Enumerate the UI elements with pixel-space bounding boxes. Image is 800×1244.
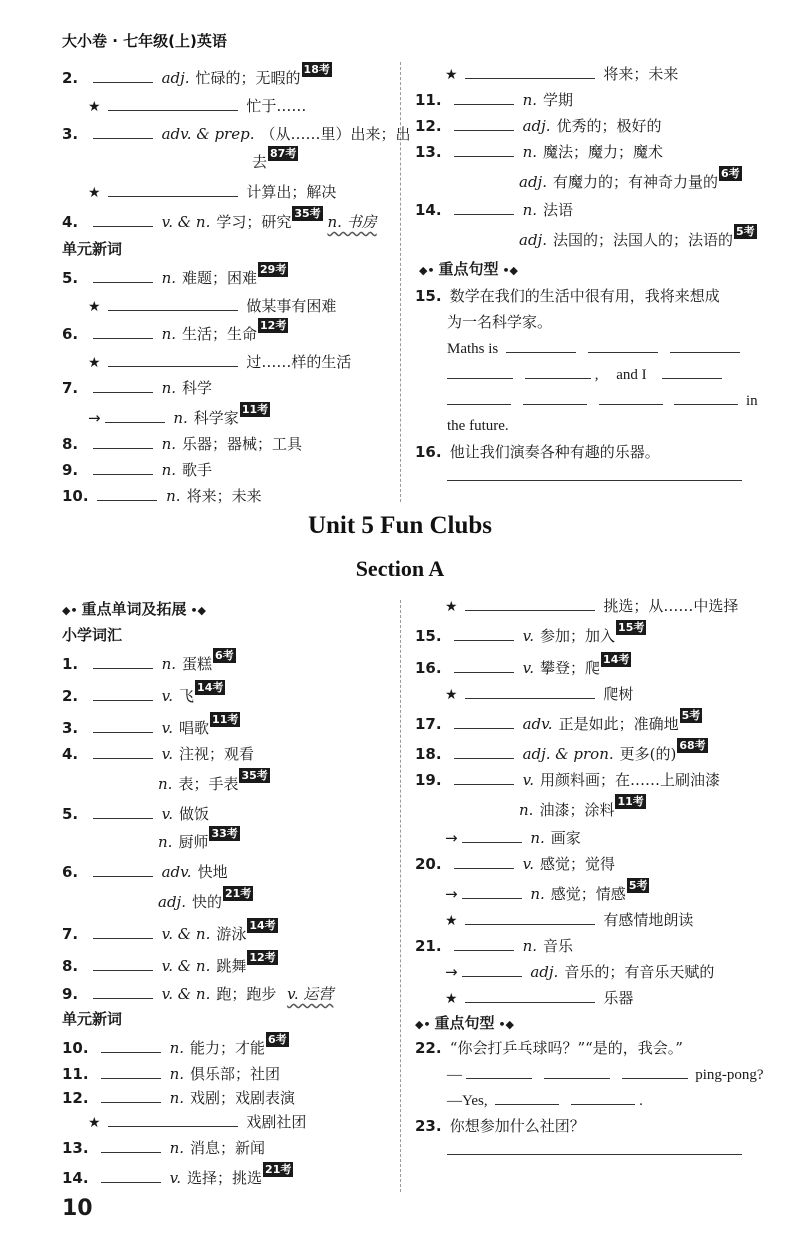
word-item-18: 18. adj. & pron. 更多(的) 68考 bbox=[415, 739, 706, 763]
answer-blank[interactable] bbox=[101, 1038, 161, 1053]
arrow-icon: → bbox=[445, 963, 458, 981]
vocab-item-3: 3. adv. & prep. （从……里）出来；出 bbox=[62, 125, 411, 143]
answer-blank[interactable] bbox=[454, 90, 514, 105]
exam-frequency-badge: 15考 bbox=[618, 621, 645, 634]
answer-blank[interactable] bbox=[93, 924, 153, 939]
vocab-item-14: 14. n. 法语 bbox=[415, 201, 574, 219]
answer-blank[interactable] bbox=[93, 718, 153, 733]
vocab-item-7: 7. n. 科学 bbox=[62, 379, 213, 397]
word-item-9: 9. v. & n. 跑；跑步 v. 运营 bbox=[62, 985, 334, 1003]
answer-blank[interactable] bbox=[108, 182, 238, 197]
exam-frequency-badge: 21考 bbox=[265, 1163, 292, 1176]
answer-blank[interactable] bbox=[465, 988, 595, 1003]
arrow-icon: → bbox=[445, 885, 458, 903]
key-words-heading: ◆• 重点单词及拓展 •◆ bbox=[62, 600, 207, 618]
unit-title: Unit 5 Fun Clubs bbox=[307, 512, 493, 539]
phrase-item: ★ 计算出；解决 bbox=[88, 183, 337, 201]
answer-blank[interactable] bbox=[454, 116, 514, 131]
answer-blank[interactable] bbox=[93, 862, 153, 877]
vocab-item-10: 10. n. 将来；未来 bbox=[62, 487, 262, 505]
star-icon: ★ bbox=[445, 687, 458, 703]
answer-blank[interactable] bbox=[93, 984, 153, 999]
answer-blank[interactable] bbox=[599, 390, 663, 405]
phrase-item: ★ 乐器 bbox=[445, 989, 634, 1007]
answer-blank[interactable] bbox=[523, 390, 587, 405]
phrase-item: ★ 挑选；从……中选择 bbox=[445, 597, 739, 615]
vocab-item-13-adj: adj. 有魔力的；有神奇力量的 6考 bbox=[519, 167, 740, 191]
answer-blank[interactable] bbox=[93, 686, 153, 701]
answer-blank[interactable] bbox=[454, 854, 514, 869]
derived-word: → n. 感觉；情感 5考 bbox=[445, 879, 648, 903]
answer-blank[interactable] bbox=[454, 142, 514, 157]
phrase-item: ★ 有感情地朗读 bbox=[445, 911, 694, 929]
exam-frequency-badge: 5考 bbox=[681, 709, 701, 722]
vocab-item-12: 12. adj. 优秀的；极好的 bbox=[415, 117, 662, 135]
exam-frequency-badge: 11考 bbox=[212, 713, 239, 726]
derived-word: → n. 画家 bbox=[445, 829, 581, 847]
exam-frequency-badge: 33考 bbox=[211, 827, 238, 840]
answer-blank[interactable] bbox=[93, 378, 153, 393]
word-item-4: 4. v. 注视；观看 bbox=[62, 745, 255, 763]
translation-line bbox=[447, 466, 746, 486]
answer-blank[interactable] bbox=[465, 596, 595, 611]
answer-blank[interactable] bbox=[622, 1064, 688, 1079]
star-icon: ★ bbox=[88, 355, 101, 371]
word-item-19: 19. v. 用颜料画；在……上刷油漆 bbox=[415, 771, 721, 789]
answer-blank[interactable] bbox=[454, 626, 514, 641]
answer-blank[interactable] bbox=[93, 68, 153, 83]
ornament-icon: ◆• bbox=[419, 264, 435, 277]
answer-blank[interactable] bbox=[93, 654, 153, 669]
exam-frequency-badge: 5考 bbox=[628, 879, 648, 892]
answer-blank[interactable] bbox=[588, 338, 658, 353]
word-item-4-noun: n. 表；手表 35考 bbox=[158, 769, 268, 793]
answer-blank[interactable] bbox=[454, 770, 514, 785]
exam-frequency-badge: 14考 bbox=[249, 919, 276, 932]
word-item-12: 12. n. 戏剧；戏剧表演 bbox=[62, 1089, 296, 1107]
star-icon: ★ bbox=[88, 299, 101, 315]
star-icon: ★ bbox=[445, 67, 458, 83]
answer-blank[interactable] bbox=[447, 364, 513, 379]
answer-blank[interactable] bbox=[108, 352, 238, 367]
answer-blank[interactable] bbox=[101, 1064, 161, 1079]
vocab-item-6: 6. n. 生活；生命 12考 bbox=[62, 319, 287, 343]
word-item-17: 17. adv. 正是如此；准确地 5考 bbox=[415, 709, 701, 733]
ornament-icon: ◆• bbox=[62, 604, 78, 617]
unit-new-words-heading: 单元新词 bbox=[62, 1010, 123, 1028]
unit-new-words-heading: 单元新词 bbox=[62, 240, 123, 258]
exam-frequency-badge: 29考 bbox=[260, 263, 287, 276]
answer-blank[interactable] bbox=[454, 658, 514, 673]
translation-line-2: —Yes, . bbox=[447, 1090, 643, 1111]
exam-frequency-badge: 6考 bbox=[720, 167, 740, 180]
exam-frequency-badge: 6考 bbox=[215, 649, 234, 662]
answer-blank[interactable] bbox=[447, 1140, 742, 1155]
word-item-8: 8. v. & n. 跳舞 12考 bbox=[62, 951, 276, 975]
answer-blank[interactable] bbox=[105, 408, 165, 423]
exam-frequency-badge: 11考 bbox=[241, 403, 269, 416]
star-icon: ★ bbox=[445, 991, 458, 1007]
word-item-21: 21. n. 音乐 bbox=[415, 937, 574, 955]
answer-blank[interactable] bbox=[108, 1112, 238, 1127]
word-item-5-noun: n. 厨师 33考 bbox=[158, 827, 238, 851]
star-icon: ★ bbox=[88, 1115, 101, 1131]
answer-blank[interactable] bbox=[454, 744, 514, 759]
translation-line-1: — ping-pong? bbox=[447, 1064, 764, 1085]
answer-blank[interactable] bbox=[465, 684, 595, 699]
answer-blank[interactable] bbox=[670, 338, 740, 353]
word-item-6-adj: adj. 快的 21考 bbox=[158, 887, 252, 911]
vocab-item-4: 4. v. & n. 学习；研究 35考 n. 书房 bbox=[62, 207, 377, 231]
vocab-item-3-cont: 去 87考 bbox=[252, 147, 297, 171]
extra-meaning: n. 书房 bbox=[327, 213, 377, 231]
exam-frequency-badge: 87考 bbox=[270, 147, 297, 160]
vocab-item-5: 5. n. 难题；困难 29考 bbox=[62, 263, 287, 287]
answer-blank[interactable] bbox=[101, 1088, 161, 1103]
exam-frequency-badge: 68考 bbox=[679, 739, 706, 752]
word-item-11: 11. n. 俱乐部；社团 bbox=[62, 1065, 281, 1083]
vocab-item-11: 11. n. 学期 bbox=[415, 91, 574, 109]
phrase-item: ★ 戏剧社团 bbox=[88, 1113, 307, 1131]
answer-blank[interactable] bbox=[674, 390, 738, 405]
star-icon: ★ bbox=[445, 913, 458, 929]
word-item-20: 20. v. 感觉；觉得 bbox=[415, 855, 616, 873]
vocab-item-14-adj: adj. 法国的；法国人的；法语的 5考 bbox=[519, 225, 755, 249]
answer-blank[interactable] bbox=[97, 486, 157, 501]
derived-word: → n. 科学家 11考 bbox=[88, 403, 269, 427]
answer-blank[interactable] bbox=[93, 434, 153, 449]
answer-blank[interactable] bbox=[93, 956, 153, 971]
answer-blank[interactable] bbox=[93, 460, 153, 475]
translation-line bbox=[447, 1140, 746, 1160]
ornament-icon: •◆ bbox=[190, 604, 207, 617]
translation-line-1: Maths is bbox=[447, 338, 744, 359]
answer-blank[interactable] bbox=[525, 364, 591, 379]
word-item-16: 16. v. 攀登；爬 14考 bbox=[415, 653, 630, 677]
word-item-7: 7. v. & n. 游泳 14考 bbox=[62, 919, 276, 943]
word-item-5: 5. v. 做饭 bbox=[62, 805, 210, 823]
answer-blank[interactable] bbox=[462, 962, 522, 977]
derived-word: → adj. 音乐的；有音乐天赋的 bbox=[445, 963, 715, 981]
answer-blank[interactable] bbox=[465, 910, 595, 925]
exam-frequency-badge: 35考 bbox=[294, 207, 321, 220]
translation-line-4: the future. bbox=[447, 418, 509, 434]
answer-blank[interactable] bbox=[462, 884, 522, 899]
exam-frequency-badge: 14考 bbox=[197, 681, 224, 694]
answer-blank[interactable] bbox=[447, 466, 742, 481]
phrase-item: ★ 过……样的生活 bbox=[88, 353, 352, 371]
sentence-item-15-cont: 为一名科学家。 bbox=[447, 313, 553, 331]
vocab-item-13: 13. n. 魔法；魔力；魔术 bbox=[415, 143, 664, 161]
sentence-item-16: 16. 他让我们演奏各种有趣的乐器。 bbox=[415, 443, 660, 461]
answer-blank[interactable] bbox=[93, 324, 153, 339]
primary-vocab-heading: 小学词汇 bbox=[62, 626, 123, 644]
answer-blank[interactable] bbox=[93, 268, 153, 283]
running-header: 大小卷 · 七年级(上)英语 bbox=[62, 32, 227, 50]
ornament-icon: •◆ bbox=[502, 264, 519, 277]
answer-blank[interactable] bbox=[454, 936, 514, 951]
exam-frequency-badge: 11考 bbox=[617, 795, 644, 808]
answer-blank[interactable] bbox=[495, 1090, 559, 1105]
exam-frequency-badge: 18考 bbox=[303, 63, 330, 76]
answer-blank[interactable] bbox=[93, 804, 153, 819]
translation-line-2: , and I bbox=[447, 364, 726, 385]
phrase-item: ★ 将来；未来 bbox=[445, 65, 679, 83]
phrase-item: ★ 做某事有困难 bbox=[88, 297, 337, 315]
exam-frequency-badge: 12考 bbox=[260, 319, 287, 332]
word-item-19-noun: n. 油漆；涂料 11考 bbox=[519, 795, 644, 819]
answer-blank[interactable] bbox=[93, 744, 153, 759]
phrase-item: ★ 爬树 bbox=[445, 685, 634, 703]
exam-frequency-badge: 21考 bbox=[224, 887, 252, 900]
answer-blank[interactable] bbox=[93, 124, 153, 139]
word-item-14: 14. v. 选择；挑选 21考 bbox=[62, 1163, 292, 1187]
sentence-item-22: 22. “你会打乒乓球吗？”“是的，我会。” bbox=[415, 1039, 683, 1057]
answer-blank[interactable] bbox=[447, 390, 511, 405]
answer-blank[interactable] bbox=[101, 1138, 161, 1153]
star-icon: ★ bbox=[88, 185, 101, 201]
translation-line-3: in bbox=[447, 390, 758, 411]
column-divider-bottom bbox=[400, 600, 401, 1192]
answer-blank[interactable] bbox=[462, 828, 522, 843]
arrow-icon: → bbox=[88, 409, 101, 427]
word-item-13: 13. n. 消息；新闻 bbox=[62, 1139, 266, 1157]
word-item-10: 10. n. 能力；才能 6考 bbox=[62, 1033, 287, 1057]
word-item-3: 3. v. 唱歌 11考 bbox=[62, 713, 239, 737]
exam-frequency-badge: 14考 bbox=[603, 653, 630, 666]
answer-blank[interactable] bbox=[108, 96, 238, 111]
word-item-6: 6. adv. 快地 bbox=[62, 863, 228, 881]
key-sentences-heading: ◆• 重点句型 •◆ bbox=[419, 260, 519, 278]
extra-meaning: v. 运营 bbox=[287, 985, 334, 1003]
answer-blank[interactable] bbox=[506, 338, 576, 353]
word-item-15: 15. v. 参加；加入 15考 bbox=[415, 621, 645, 645]
sentence-item-15: 15. 数学在我们的生活中很有用，我将来想成 bbox=[415, 287, 720, 305]
word-item-2: 2. v. 飞 14考 bbox=[62, 681, 224, 705]
answer-blank[interactable] bbox=[465, 64, 595, 79]
answer-blank[interactable] bbox=[466, 1064, 532, 1079]
star-icon: ★ bbox=[445, 599, 458, 615]
section-title: Section A bbox=[355, 556, 445, 581]
vocab-item-2: 2. adj. 忙碌的；无暇的 18考 bbox=[62, 63, 330, 87]
ornament-icon: ◆• bbox=[415, 1018, 431, 1031]
answer-blank[interactable] bbox=[544, 1064, 610, 1079]
word-item-1: 1. n. 蛋糕 6考 bbox=[62, 649, 234, 673]
answer-blank[interactable] bbox=[454, 714, 514, 729]
exam-frequency-badge: 5考 bbox=[735, 225, 755, 238]
answer-blank[interactable] bbox=[454, 200, 514, 215]
vocab-item-8: 8. n. 乐器；器械；工具 bbox=[62, 435, 303, 453]
answer-blank[interactable] bbox=[662, 364, 722, 379]
key-sentences-heading: ◆• 重点句型 •◆ bbox=[415, 1014, 515, 1032]
answer-blank[interactable] bbox=[571, 1090, 635, 1105]
answer-blank[interactable] bbox=[101, 1168, 161, 1183]
sentence-item-23: 23. 你想参加什么社团？ bbox=[415, 1117, 585, 1135]
answer-blank[interactable] bbox=[108, 296, 238, 311]
vocab-item-9: 9. n. 歌手 bbox=[62, 461, 213, 479]
exam-frequency-badge: 35考 bbox=[241, 769, 268, 782]
ornament-icon: •◆ bbox=[498, 1018, 515, 1031]
answer-blank[interactable] bbox=[93, 212, 153, 227]
star-icon: ★ bbox=[88, 99, 101, 115]
page-number: 10 bbox=[62, 1196, 93, 1221]
arrow-icon: → bbox=[445, 829, 458, 847]
exam-frequency-badge: 6考 bbox=[268, 1033, 287, 1046]
exam-frequency-badge: 12考 bbox=[249, 951, 276, 964]
phrase-item: ★ 忙于…… bbox=[88, 97, 307, 115]
